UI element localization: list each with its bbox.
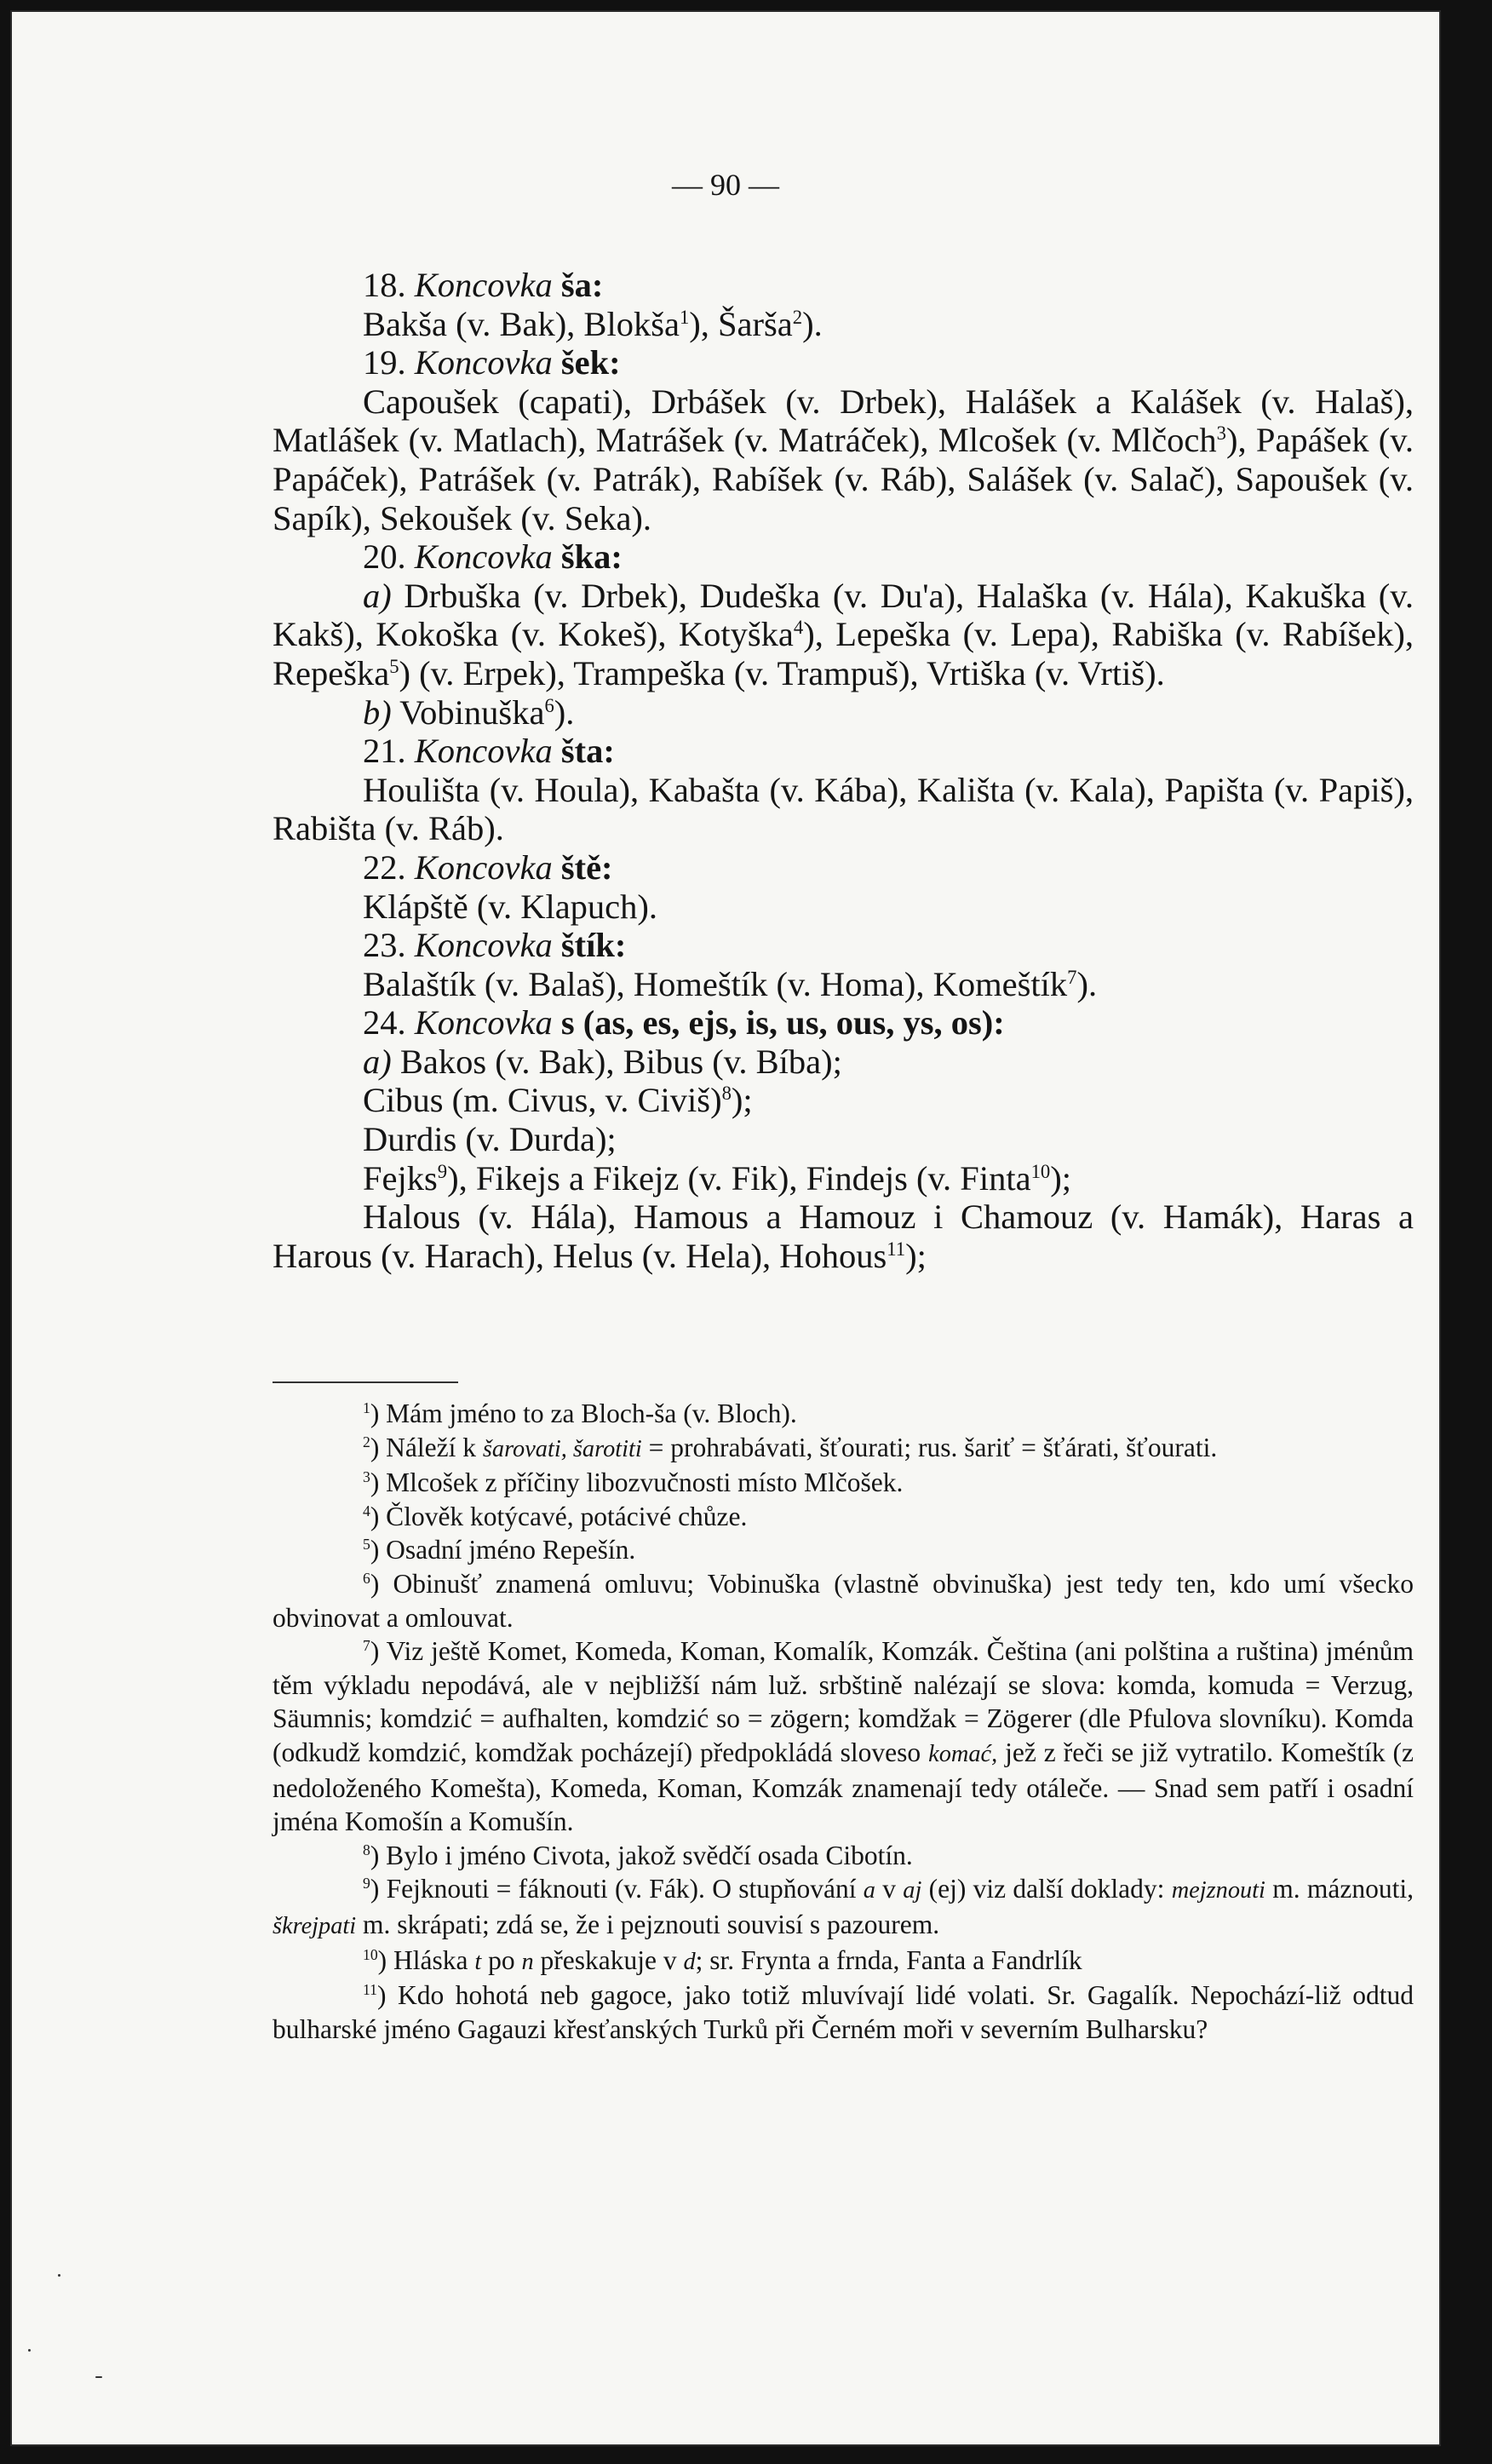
footnote: $^7$) Viz ještě Komet, Komeda, Koman, Komalík, Komzák. Čeština (ani polština a ruština) jménům těm výkladu nepodává, ale v nejbližší nám luž. srbštině nalézají se slova: komda, komuda = Verzug, Säumnis; komdzić = aufhalten, komdzić so = zögern; komdžak = Zögerer (dle Pfulova slovníku). Komda (odkudž komdzić, komdžak pocházejí) předpokládá sloveso komać, jež z řeči se již vytratilo. Komeštík (z nedoloženého Komešta), Komeda, Koman, Komzák znamenají tedy otáleče. — Snad sem patří i osadní jména Komošín a Komušín.: [273, 1636, 1414, 1837]
book-page: [12, 12, 1439, 2444]
footnote-ref: 9: [437, 1160, 448, 1182]
section-text: Cibus (m. Civus, v. Civiš)$^8$);: [363, 1081, 753, 1120]
footnote-divider: [273, 1381, 458, 1383]
footnote-ref: 2: [792, 306, 803, 328]
section-text: Klápště (v. Klapuch).: [363, 887, 658, 926]
scan-speck: [95, 2376, 102, 2378]
scan-speck: [28, 2349, 31, 2352]
footnote: $^{11}$) Kdo hohotá neb gagoce, jako totiž mluvívají lidé volati. Sr. Gagalík. Nepochází-liž odtud bulharské jméno Gagauzi křesťanských Turků při Černém moři v severním Bulharsku?: [273, 1980, 1414, 2044]
footnote-ref: 10: [1030, 1160, 1051, 1182]
section-heading: 24. Koncovka s (as, es, ejs, is, us, ous, ys, os):: [363, 1003, 1005, 1042]
section-text: a) Drbuška (v. Drbek), Dudeška (v. Du'a), Halaška (v. Hála), Kakuška (v. Kakš), Kokoška (v. Kokeš), Kotyška$^4$), Lepeška (v. Lepa), Rabiška (v. Rabíšek), Repeška$^5$) (v. Erpek), Trampeška (v. Trampuš), Vrtiška (v. Vrtiš).: [273, 576, 1415, 692]
page-number: — 90 —: [672, 168, 779, 202]
section-heading: 21. Koncovka šta:: [363, 732, 615, 771]
footnote-ref: 5: [389, 655, 399, 677]
scan-speck: [58, 2274, 60, 2277]
footnote-ref: 7: [1067, 966, 1077, 988]
footnote-ref: 3: [1216, 422, 1226, 445]
footnote: $^3$) Mlcošek z příčiny libozvučnosti místo Mlčošek.: [363, 1467, 904, 1498]
section-text: Houlišta (v. Houla), Kabašta (v. Kába), Kališta (v. Kala), Papišta (v. Papiš), Rabišta (v. Ráb).: [273, 770, 1414, 848]
footnote-ref: 8: [721, 1083, 732, 1105]
section-heading: 20. Koncovka ška:: [363, 537, 623, 577]
section-text: Fejks$^9$), Fikejs a Fikejz (v. Fik), Findejs (v. Finta$^{10}$);: [363, 1158, 1071, 1198]
footnote-ref: 1: [679, 306, 690, 328]
section-heading: 22. Koncovka ště:: [363, 847, 613, 887]
section-text: Durdis (v. Durda);: [363, 1120, 617, 1159]
section-heading: 18. Koncovka ša:: [363, 266, 604, 304]
footnote: $^2$) Náleží k šarovati, šarotiti = prohrabávati, šťourati; rus. šariť = šťárati, šťourati.: [363, 1432, 1218, 1462]
footnotes: [273, 1397, 1414, 2046]
footnote: $^6$) Obinušť znamená omluvu; Vobinuška (vlastně obvinuška) jest tedy ten, kdo umí všecko obvinovat a omlouvat.: [273, 1568, 1414, 1633]
footnote: $^5$) Osadní jméno Repešín.: [363, 1535, 636, 1565]
footnote: $^9$) Fejknouti = fáknouti (v. Fák). O stupňování a v aj (ej) viz další doklady: mejznouti m. máznouti, škrejpati m. skrápati; zdá se, že i pejznouti souvisí s pazourem.: [273, 1874, 1414, 1939]
footnote: $^4$) Člověk kotýcavé, potácivé chůze.: [363, 1501, 748, 1531]
main-text: [273, 266, 1414, 1275]
section-heading: 23. Koncovka štík:: [363, 926, 627, 965]
footnote: $^1$) Mám jméno to za Bloch-ša (v. Bloch).: [363, 1399, 797, 1428]
footnote: $^8$) Bylo i jméno Civota, jakož svědčí osada Cibotín.: [363, 1840, 913, 1870]
section-text: Bakša (v. Bak), Blokša$^1$), Šarša$^2$).: [363, 304, 823, 343]
section-text: Halous (v. Hála), Hamous a Hamouz i Chamouz (v. Hamák), Haras a Harous (v. Harach), Helus (v. Hela), Hohous$^{11}$);: [273, 1198, 1414, 1275]
section-heading: 19. Koncovka šek:: [363, 343, 621, 382]
footnote-ref: 6: [544, 694, 554, 716]
section-text: Capoušek (capati), Drbášek (v. Drbek), Halášek a Kalášek (v. Halaš), Matlášek (v. Matlach), Matrášek (v. Matráček), Mlcošek (v. Mlčoch$^3$), Papášek (v. Papáček), Patrášek (v. Patrák), Rabíšek (v. Ráb), Salášek (v. Salač), Sapoušek (v. Sapík), Sekoušek (v. Seka).: [273, 382, 1414, 537]
footnote-ref: 11: [887, 1238, 906, 1260]
section-text: b) Vobinuška$^6$).: [363, 692, 575, 732]
section-text: Balaštík (v. Balaš), Homeštík (v. Homa), Komeštík$^7$).: [363, 964, 1098, 1003]
section-text: a) Bakos (v. Bak), Bibus (v. Bíba);: [363, 1042, 842, 1081]
footnote: $^{10}$) Hláska t po n přeskakuje v d; sr. Frynta a frnda, Fanta a Fandrlík: [363, 1944, 1082, 1975]
footnote-ref: 4: [793, 617, 804, 639]
